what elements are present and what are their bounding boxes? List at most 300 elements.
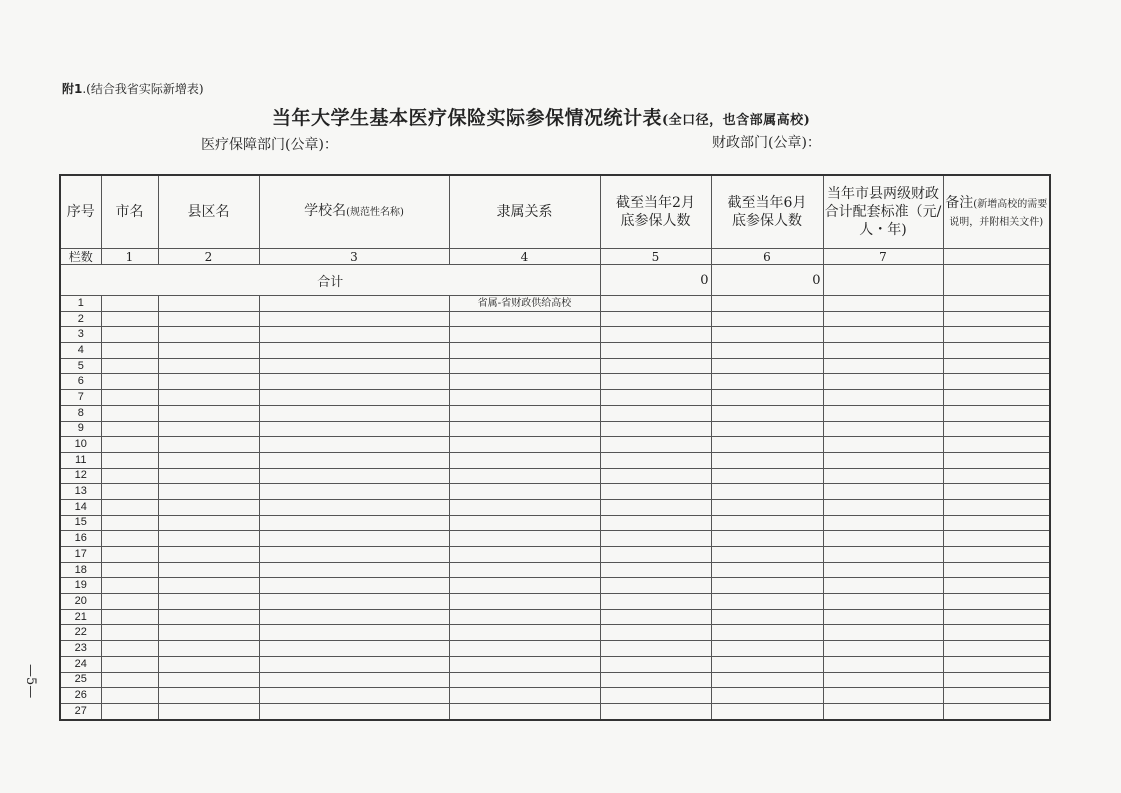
table-cell [600,641,711,657]
table-row [60,515,1050,531]
table-cell [823,468,943,484]
table-cell [711,641,823,657]
row-relation [449,327,600,343]
table-cell [101,327,158,343]
row-serial: 20 [60,594,101,610]
table-row [60,374,1050,390]
header-relation: 隶属关系 [449,175,600,249]
row-relation [449,641,600,657]
table-cell [259,703,449,719]
header-funding-standard: 当年市县两级财政合计配套标准（元/人・年) [823,175,943,249]
table-cell [259,562,449,578]
row-serial: 18 [60,562,101,578]
table-cell [158,374,259,390]
table-cell [943,672,1050,688]
table-cell [101,578,158,594]
table-row [60,656,1050,672]
table-cell [600,374,711,390]
table-cell [101,296,158,312]
table-cell [101,531,158,547]
row-relation [449,703,600,719]
row-relation: 省属-省财政供给高校 [449,296,600,312]
table-cell [259,311,449,327]
row-serial: 15 [60,515,101,531]
table-cell [600,515,711,531]
table-cell [600,405,711,421]
table-cell [823,609,943,625]
table-cell [943,609,1050,625]
table-cell [943,343,1050,359]
table-cell [600,703,711,719]
table-cell [158,358,259,374]
table-cell [823,358,943,374]
header-remark-note: (新增高校的需要说明，并附相关文件) [949,199,1048,228]
total-feb-value: 0 [600,265,711,296]
table-cell [943,562,1050,578]
table-cell [711,547,823,563]
table-cell [711,531,823,547]
annex-note: .(结合我省实际新增表) [82,82,204,96]
table-cell [259,515,449,531]
row-relation [449,499,600,515]
page-title [272,103,810,130]
row-relation [449,358,600,374]
table-cell [823,688,943,704]
table-cell [823,625,943,641]
table-cell [823,374,943,390]
table-row [60,562,1050,578]
table-cell [259,531,449,547]
header-county: 县区名 [158,175,259,249]
table-cell [711,625,823,641]
table-cell [823,672,943,688]
table-cell [259,547,449,563]
table-cell [101,656,158,672]
table-cell [943,625,1050,641]
header-city: 市名 [101,175,158,249]
table-row [60,531,1050,547]
table-cell [101,374,158,390]
table-cell [259,390,449,406]
table-cell [600,343,711,359]
table-cell [711,374,823,390]
table-cell [943,703,1050,719]
table-cell [711,656,823,672]
table-cell [259,499,449,515]
table-cell [259,468,449,484]
table-cell [711,296,823,312]
table-cell [259,656,449,672]
table-row [60,311,1050,327]
table-row [60,468,1050,484]
table-row [60,499,1050,515]
table-cell [259,327,449,343]
table-row [60,421,1050,437]
table-row [60,578,1050,594]
table-row [60,641,1050,657]
table-cell [600,578,711,594]
table-cell [259,358,449,374]
table-row [60,672,1050,688]
table-cell [711,594,823,610]
row-relation [449,452,600,468]
medical-dept-seal-label: 医疗保障部门(公章)： [201,137,338,153]
table-cell [823,515,943,531]
table-cell [259,609,449,625]
row-serial: 21 [60,609,101,625]
table-cell [158,343,259,359]
table-cell [101,562,158,578]
row-serial: 23 [60,641,101,657]
column-number: 1 [101,249,158,265]
table-cell [711,343,823,359]
row-relation [449,390,600,406]
row-serial: 11 [60,452,101,468]
table-cell [943,421,1050,437]
row-serial: 7 [60,390,101,406]
row-serial: 9 [60,421,101,437]
row-relation [449,688,600,704]
table-row [60,343,1050,359]
table-cell [158,484,259,500]
table-row [60,296,1050,312]
finance-dept-seal-label: 财政部门(公章)： [712,135,821,151]
table-cell [823,594,943,610]
table-cell [158,296,259,312]
table-cell [943,405,1050,421]
table-cell [823,531,943,547]
title-main: 当年大学生基本医疗保险实际参保情况统计表 [272,107,663,129]
table-cell [823,452,943,468]
table-cell [823,327,943,343]
table-row [60,358,1050,374]
row-serial: 5 [60,358,101,374]
table-cell [943,468,1050,484]
table-cell [259,625,449,641]
row-serial: 24 [60,656,101,672]
column-number-label: 栏数 [60,249,101,265]
table-cell [943,641,1050,657]
table-cell [600,421,711,437]
column-number-row [60,249,1050,265]
table-cell [943,578,1050,594]
header-school-label: 学校名 [304,203,347,219]
table-cell [101,343,158,359]
table-cell [259,405,449,421]
row-relation [449,547,600,563]
table-cell [711,421,823,437]
table-cell [711,515,823,531]
table-cell [943,484,1050,500]
table-cell [101,641,158,657]
table-cell [600,547,711,563]
table-cell [600,531,711,547]
row-serial: 3 [60,327,101,343]
table-row [60,484,1050,500]
table-cell [943,296,1050,312]
table-cell [943,265,1050,296]
table-cell [600,437,711,453]
table-cell [158,405,259,421]
table-cell [711,452,823,468]
row-relation [449,405,600,421]
row-serial: 2 [60,311,101,327]
table-row [60,703,1050,719]
table-cell [823,547,943,563]
header-remark-label: 备注 [945,195,974,211]
table-cell [600,358,711,374]
table-cell [600,452,711,468]
table-cell [259,688,449,704]
column-number: 7 [823,249,943,265]
table-cell [259,437,449,453]
row-relation [449,374,600,390]
header-jun-insured: 截至当年6月底参保人数 [711,175,823,249]
row-relation [449,625,600,641]
table-cell [101,515,158,531]
table-row [60,609,1050,625]
table-row [60,390,1050,406]
row-relation [449,531,600,547]
row-relation [449,578,600,594]
row-serial: 4 [60,343,101,359]
row-relation [449,437,600,453]
table-cell [600,625,711,641]
row-serial: 19 [60,578,101,594]
table-cell [600,562,711,578]
table-row [60,452,1050,468]
table-cell [259,641,449,657]
table-cell [823,578,943,594]
row-relation [449,311,600,327]
table-cell [943,358,1050,374]
total-label: 合计 [60,265,600,296]
table-cell [943,327,1050,343]
table-cell [259,672,449,688]
table-cell [943,547,1050,563]
table-cell [101,547,158,563]
table-cell [158,688,259,704]
table-cell [101,688,158,704]
table-cell [101,390,158,406]
table-cell [101,437,158,453]
header-row [60,175,1050,249]
table-cell [101,358,158,374]
row-serial: 10 [60,437,101,453]
row-relation [449,609,600,625]
table-cell [259,452,449,468]
table-cell [259,421,449,437]
table-cell [943,311,1050,327]
table-cell [943,515,1050,531]
table-cell [600,484,711,500]
header-remark [943,175,1050,249]
column-number: 4 [449,249,600,265]
table-cell [158,562,259,578]
table-cell [101,499,158,515]
table-row [60,437,1050,453]
table-row [60,405,1050,421]
table-cell [158,609,259,625]
table-cell [600,594,711,610]
table-cell [600,656,711,672]
table-cell [823,562,943,578]
table-row [60,547,1050,563]
row-serial: 6 [60,374,101,390]
table-cell [158,641,259,657]
table-cell [943,656,1050,672]
table-cell [259,343,449,359]
table-cell [823,296,943,312]
table-cell [823,703,943,719]
table-cell [823,265,943,296]
statistics-table [59,174,1051,721]
table-cell [158,499,259,515]
row-serial: 17 [60,547,101,563]
table-cell [711,578,823,594]
table-cell [823,437,943,453]
table-cell [943,452,1050,468]
table-cell [158,531,259,547]
table-cell [600,311,711,327]
table-cell [158,452,259,468]
table-cell [823,405,943,421]
row-relation [449,484,600,500]
table-cell [711,688,823,704]
table-cell [943,437,1050,453]
table-cell [101,468,158,484]
row-relation [449,421,600,437]
table-cell [943,531,1050,547]
table-cell [101,625,158,641]
table-cell [259,578,449,594]
table-cell [711,311,823,327]
row-serial: 27 [60,703,101,719]
table-cell [600,609,711,625]
table-cell [823,499,943,515]
table-cell [101,594,158,610]
table-cell [943,374,1050,390]
column-number: 6 [711,249,823,265]
table-cell [158,515,259,531]
table-cell [711,703,823,719]
table-cell [158,327,259,343]
table-cell [158,703,259,719]
title-note: (全口径，也含部属高校) [662,113,811,128]
row-serial: 12 [60,468,101,484]
table-cell [943,249,1050,265]
table-cell [711,672,823,688]
table-cell [101,484,158,500]
row-serial: 26 [60,688,101,704]
table-cell [711,358,823,374]
table-cell [158,656,259,672]
table-cell [158,437,259,453]
table-cell [823,656,943,672]
table-cell [711,327,823,343]
row-relation [449,468,600,484]
row-relation [449,672,600,688]
table-cell [101,672,158,688]
table-cell [259,484,449,500]
table-cell [711,484,823,500]
header-school-note: (规范性名称) [346,207,404,218]
column-number: 3 [259,249,449,265]
row-serial: 25 [60,672,101,688]
annex-number: 附1 [62,82,83,96]
row-serial: 1 [60,296,101,312]
table-cell [711,468,823,484]
table-cell [711,499,823,515]
table-cell [600,499,711,515]
table-row [60,327,1050,343]
table-cell [158,390,259,406]
table-cell [943,499,1050,515]
table-cell [711,405,823,421]
annex-label [62,80,204,97]
row-relation [449,656,600,672]
table-cell [711,390,823,406]
table-cell [101,405,158,421]
table-cell [823,421,943,437]
row-serial: 22 [60,625,101,641]
table-cell [158,625,259,641]
table-row [60,594,1050,610]
table-cell [711,562,823,578]
row-serial: 13 [60,484,101,500]
table-cell [158,672,259,688]
page-number: —5— [23,664,38,699]
table-cell [600,390,711,406]
table-cell [711,437,823,453]
table-cell [101,452,158,468]
row-serial: 8 [60,405,101,421]
row-serial: 16 [60,531,101,547]
table-cell [823,343,943,359]
row-relation [449,562,600,578]
table-cell [600,327,711,343]
total-jun-value: 0 [711,265,823,296]
table-cell [101,421,158,437]
table-cell [158,421,259,437]
table-cell [259,374,449,390]
table-cell [600,672,711,688]
header-feb-insured: 截至当年2月底参保人数 [600,175,711,249]
header-school [259,175,449,249]
column-number: 5 [600,249,711,265]
table-cell [158,578,259,594]
table-cell [600,468,711,484]
table-cell [101,703,158,719]
table-cell [943,390,1050,406]
table-cell [823,484,943,500]
table-cell [943,688,1050,704]
table-cell [259,594,449,610]
row-relation [449,343,600,359]
table-cell [101,609,158,625]
table-cell [259,296,449,312]
table-row [60,625,1050,641]
table-cell [600,296,711,312]
total-row [60,265,1050,296]
header-serial: 序号 [60,175,101,249]
table-cell [823,390,943,406]
table-cell [101,311,158,327]
row-relation [449,594,600,610]
table-cell [823,311,943,327]
table-cell [943,594,1050,610]
table-cell [711,609,823,625]
